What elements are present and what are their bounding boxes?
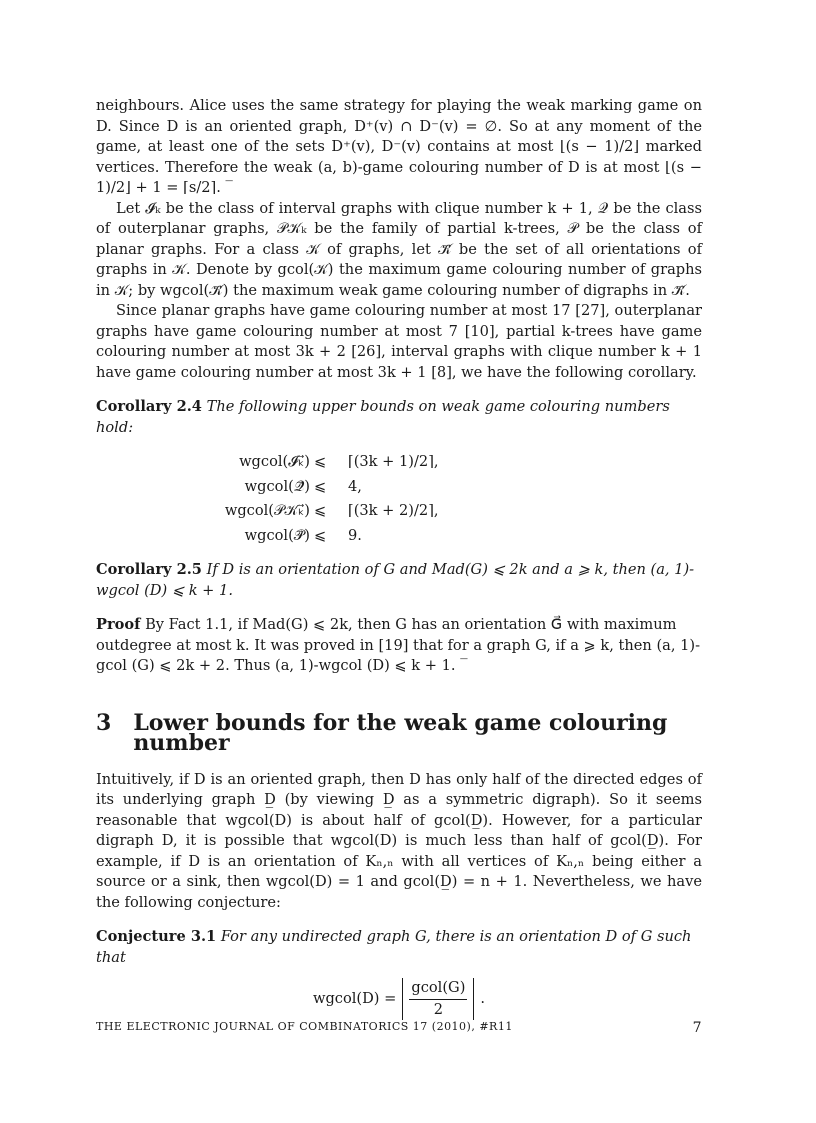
conjecture-3-1 xyxy=(96,927,702,968)
corollary-2-5 xyxy=(96,560,702,601)
bound-lhs: wgcol(𝒫⃗) xyxy=(244,526,310,544)
bound-relation: ⩽ xyxy=(314,502,327,519)
page-footer xyxy=(96,1020,702,1036)
corollary-2-4 xyxy=(96,397,702,438)
paragraph-known-bounds: Since planar graphs have game colouring number at most 17 [27], outerplanar graphs have game colouring number at most 7 [10], partial k-trees have game colouring number at most 3k + 2 [26], interval graphs with clique number k + 1 have game colouring number at most 3k + 1 [8], we have the following corollary. xyxy=(96,302,702,381)
bound-rhs: 9. xyxy=(348,526,362,544)
ceiling-fraction xyxy=(402,978,474,1020)
bound-lhs: wgcol(𝒫𝒦ₖ⃗) xyxy=(224,502,310,519)
corollary-2-4-bounds xyxy=(96,452,702,546)
formula-lhs: wgcol(D) = xyxy=(312,989,397,1007)
corollary-2-5-text: If D is an orientation of G and Mad(G) ⩽ 2k and a ⩾ k, then (a, 1)-wgcol (D) ⩽ k + 1. xyxy=(96,561,695,599)
formula-tail: . xyxy=(480,989,486,1007)
journal-citation: THE ELECTRONIC JOURNAL OF COMBINATORICS 17 (2010), #R11 xyxy=(96,1020,513,1033)
section-number: 3 xyxy=(96,709,112,736)
conjecture-3-1-head: Conjecture 3.1 xyxy=(96,928,217,945)
fraction-denominator: 2 xyxy=(433,1000,444,1018)
paragraph-graph-classes: Let 𝓘ₖ be the class of interval graphs with clique number k + 1, 𝒬 be the class of outerplanar graphs, 𝒫𝒦ₖ be the family of partial k-trees, 𝒫 be the class of planar graphs. For a class 𝒦 of graphs, let 𝒦⃗ be the set of all orientations of graphs in 𝒦. Denote by gcol(𝒦) the maximum game colouring number of graphs in 𝒦; by wgcol(𝒦⃗) the maximum weak game colouring number of digraphs in 𝒦⃗. xyxy=(96,199,702,299)
section-heading xyxy=(96,709,702,756)
corollary-2-4-head: Corollary 2.4 xyxy=(96,398,202,415)
bound-relation: ⩽ xyxy=(314,477,327,495)
bound-relation: ⩽ xyxy=(314,453,327,470)
bound-lhs: wgcol(𝒬⃗) xyxy=(244,477,310,495)
bound-rhs: ⌈(3k + 1)/2⌉, xyxy=(348,453,439,470)
paragraph-alice-strategy: neighbours. Alice uses the same strategy for playing the weak marking game on D. Since D is an oriented graph, D⁺(v) ∩ D⁻(v) = ∅. So at any moment of the game, at least one of the sets D⁺(v), D⁻(v) contains at most ⌊(s − 1)/2⌋ marked vertices. Therefore the weak (a, b)-game colouring number of D is at most ⌊(s − 1)/2⌋ + 1 = ⌈s/2⌉. ‾ xyxy=(96,97,702,196)
corollary-2-4-text: The following upper bounds on weak game colouring numbers hold: xyxy=(96,398,670,436)
bound-rhs: 4, xyxy=(348,477,362,495)
conjecture-formula xyxy=(96,978,702,1020)
proof xyxy=(96,615,702,677)
page-body xyxy=(96,96,702,1020)
bound-rhs: ⌈(3k + 2)/2⌉, xyxy=(348,502,439,519)
bound-relation: ⩽ xyxy=(314,526,327,544)
proof-text: By Fact 1.1, if Mad(G) ⩽ 2k, then G has an orientation G⃗ with maximum outdegree at most k. It was proved in [19] that for a graph G, if a ⩾ k, then (a, 1)-gcol (G) ⩽ 2k + 2. Thus (a, 1)-wgcol (D) ⩽ k + 1. ‾ xyxy=(96,616,701,674)
fraction-numerator: gcol(G) xyxy=(409,978,467,1000)
corollary-2-5-head: Corollary 2.5 xyxy=(96,561,202,578)
section-title: Lower bounds for the weak game colouring number xyxy=(133,709,668,756)
bound-lhs: wgcol(𝓘ₖ⃗) xyxy=(239,453,310,470)
proof-head: Proof xyxy=(96,616,141,633)
page-number: 7 xyxy=(692,1020,702,1036)
paragraph-intuition: Intuitively, if D is an oriented graph, then D has only half of the directed edges of its underlying graph D̲ (by viewing D̲ as a symmetric digraph). So it seems reasonable that wgcol(D) is about half of gcol(D̲). However, for a particular digraph D, it is possible that wgcol(D) is much less than half of gcol(D̲). For example, if D is an orientation of Kₙ,ₙ with all vertices of Kₙ,ₙ being either a source or a sink, then wgcol(D) = 1 and gcol(D̲) = n + 1. Nevertheless, we have the following conjecture: xyxy=(96,770,702,911)
conjecture-3-1-text: For any undirected graph G, there is an orientation D of G such that xyxy=(96,928,692,966)
